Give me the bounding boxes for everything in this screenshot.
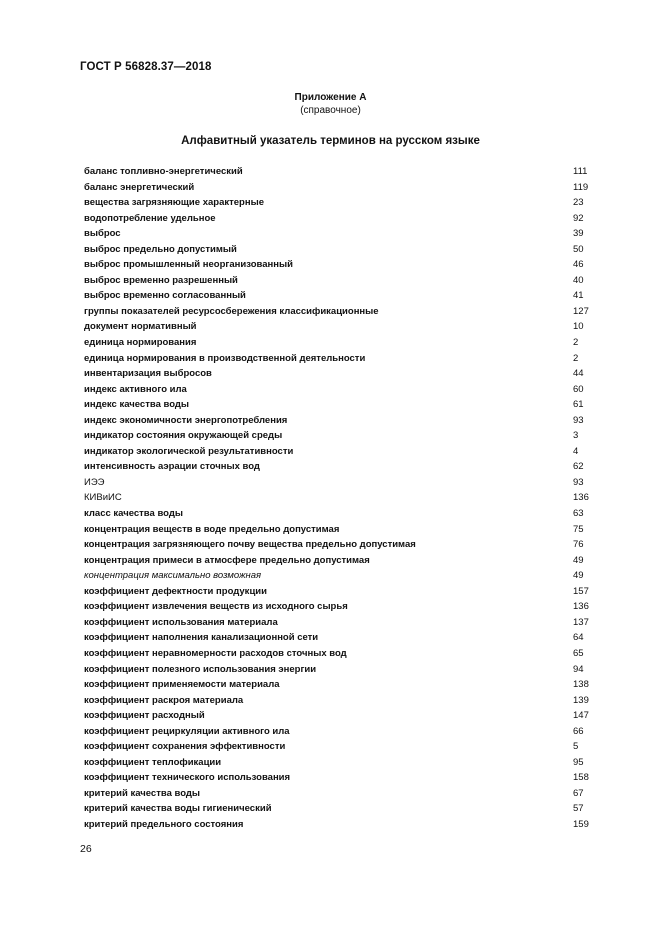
index-entry-number: 158 bbox=[573, 772, 589, 784]
annex-title: Приложение А bbox=[294, 92, 367, 103]
index-entry bbox=[84, 211, 594, 227]
index-entry bbox=[84, 801, 594, 817]
index-entry-term: критерий предельного состояния bbox=[84, 818, 244, 830]
index-entry bbox=[84, 646, 594, 662]
index-entry bbox=[84, 273, 594, 289]
index-entry-term: выброс промышленный неорганизованный bbox=[84, 259, 293, 271]
index-entry-term: коэффициент дефектности продукции bbox=[84, 585, 267, 597]
index-entry bbox=[84, 413, 594, 429]
index-entry-number: 136 bbox=[573, 492, 589, 504]
index-entry bbox=[84, 226, 594, 242]
index-entry bbox=[84, 739, 594, 755]
index-entry-number: 49 bbox=[573, 570, 584, 582]
index-entry-number: 40 bbox=[573, 274, 584, 286]
index-entry bbox=[84, 351, 594, 367]
index-entry-number: 5 bbox=[573, 741, 579, 753]
index-entry-number: 44 bbox=[573, 368, 584, 380]
index-entry-number: 65 bbox=[573, 647, 584, 659]
index-entry-term: критерий качества воды гигиенический bbox=[84, 803, 272, 815]
standard-designation: ГОСТ Р 56828.37—2018 bbox=[80, 61, 212, 73]
index-entry-term: интенсивность аэрации сточных вод bbox=[84, 461, 260, 473]
index-entry-term: коэффициент применяемости материала bbox=[84, 679, 280, 691]
index-entry-number: 4 bbox=[573, 445, 579, 457]
index-entry bbox=[84, 304, 594, 320]
index-entry-number: 139 bbox=[573, 694, 589, 706]
index-entry-term: КИВиИС bbox=[84, 492, 122, 504]
index-entry-term: коэффициент использования материала bbox=[84, 616, 278, 628]
index-entry-number: 94 bbox=[573, 663, 584, 675]
index-entry-term: коэффициент рециркуляции активного ила bbox=[84, 725, 290, 737]
index-entry bbox=[84, 164, 594, 180]
index-entry bbox=[84, 817, 594, 833]
index-entry-number: 57 bbox=[573, 803, 584, 815]
index-entry-number: 46 bbox=[573, 259, 584, 271]
index-entry-term: выброс предельно допустимый bbox=[84, 243, 237, 255]
index-entry bbox=[84, 444, 594, 460]
index-entry-term: водопотребление удельное bbox=[84, 212, 216, 224]
index-entry-number: 23 bbox=[573, 197, 584, 209]
index-entry-term: индекс экономичности энергопотребления bbox=[84, 414, 288, 426]
index-entry-term: коэффициент технического использования bbox=[84, 772, 291, 784]
index-entry-term: ИЭЭ bbox=[84, 476, 105, 488]
index-entry bbox=[84, 584, 594, 600]
index-entry-number: 157 bbox=[573, 585, 589, 597]
index-entry-term: коэффициент наполнения канализационной сети bbox=[84, 632, 319, 644]
index-entry-number: 41 bbox=[573, 290, 584, 302]
index-entry-term: коэффициент полезного использования энергии bbox=[84, 663, 317, 675]
index-entry-number: 61 bbox=[573, 399, 584, 411]
index-entry-term: баланс топливно-энергетический bbox=[84, 166, 243, 177]
index-entry bbox=[84, 180, 594, 196]
index-entry-term: инвентаризация выбросов bbox=[84, 368, 212, 380]
index-entry-number: 93 bbox=[573, 476, 584, 488]
index-entry bbox=[84, 568, 594, 584]
index-entry-number: 127 bbox=[573, 305, 589, 317]
index-entry-number: 159 bbox=[573, 818, 589, 830]
index-entry-term: класс качества воды bbox=[84, 508, 183, 520]
index-entry-number: 147 bbox=[573, 710, 589, 722]
index-entry-number: 111 bbox=[573, 166, 588, 177]
index-entry bbox=[84, 630, 594, 646]
index-entry bbox=[84, 475, 594, 491]
index-entry-term: индикатор состояния окружающей среды bbox=[84, 430, 283, 442]
index-entry-number: 3 bbox=[573, 430, 579, 442]
index-entry bbox=[84, 490, 594, 506]
index-entry-term: коэффициент извлечения веществ из исходного сырья bbox=[84, 601, 348, 613]
index-entry bbox=[84, 615, 594, 631]
index-entry bbox=[84, 755, 594, 771]
index-entry bbox=[84, 382, 594, 398]
index-entry-term: коэффициент теплофикации bbox=[84, 756, 222, 768]
index-entry-number: 92 bbox=[573, 212, 584, 224]
index-entry-term: коэффициент неравномерности расходов сточных вод bbox=[84, 647, 347, 659]
index-entry-term: концентрация максимально возможная bbox=[84, 570, 262, 582]
index-entry-number: 39 bbox=[573, 228, 584, 240]
term-index-list bbox=[84, 164, 594, 833]
index-entry-term: индикатор экологической результативности bbox=[84, 445, 294, 457]
index-entry-number: 2 bbox=[573, 337, 579, 349]
index-entry-number: 138 bbox=[573, 679, 589, 691]
index-entry-term: единица нормирования bbox=[84, 337, 197, 349]
index-entry-number: 64 bbox=[573, 632, 584, 644]
index-entry-term: концентрация веществ в воде предельно допустимая bbox=[84, 523, 340, 535]
index-entry bbox=[84, 786, 594, 802]
index-entry-term: коэффициент расходный bbox=[84, 710, 205, 722]
index-entry bbox=[84, 288, 594, 304]
index-entry-term: документ нормативный bbox=[84, 321, 197, 333]
index-entry-term: коэффициент раскроя материала bbox=[84, 694, 244, 706]
index-entry-term: баланс энергетический bbox=[84, 181, 195, 193]
annex-heading bbox=[0, 91, 661, 117]
index-entry-term: вещества загрязняющие характерные bbox=[84, 197, 264, 209]
index-entry-number: 10 bbox=[573, 321, 584, 333]
index-entry bbox=[84, 677, 594, 693]
index-title: Алфавитный указатель терминов на русском языке bbox=[181, 135, 480, 147]
index-entry-term: выброс временно разрешенный bbox=[84, 274, 238, 286]
index-entry bbox=[84, 397, 594, 413]
index-entry-number: 62 bbox=[573, 461, 584, 473]
index-entry bbox=[84, 319, 594, 335]
index-entry bbox=[84, 724, 594, 740]
index-entry bbox=[84, 366, 594, 382]
index-entry bbox=[84, 708, 594, 724]
index-entry-number: 66 bbox=[573, 725, 584, 737]
index-entry-number: 67 bbox=[573, 787, 584, 799]
index-entry-term: выброс bbox=[84, 228, 121, 240]
index-entry bbox=[84, 428, 594, 444]
page-number: 26 bbox=[80, 843, 92, 855]
index-entry bbox=[84, 770, 594, 786]
index-entry-number: 50 bbox=[573, 243, 584, 255]
index-entry-number: 93 bbox=[573, 414, 584, 426]
index-entry-number: 63 bbox=[573, 508, 584, 520]
index-entry-term: индекс качества воды bbox=[84, 399, 190, 411]
index-entry-term: индекс активного ила bbox=[84, 383, 187, 395]
index-entry bbox=[84, 459, 594, 475]
index-entry bbox=[84, 506, 594, 522]
index-entry bbox=[84, 257, 594, 273]
index-entry bbox=[84, 522, 594, 538]
index-entry-number: 75 bbox=[573, 523, 584, 535]
index-entry-term: концентрация загрязняющего почву вещества предельно допустимая bbox=[84, 539, 416, 551]
index-entry bbox=[84, 693, 594, 709]
index-entry-term: группы показателей ресурсосбережения классификационные bbox=[84, 305, 379, 317]
index-entry bbox=[84, 662, 594, 678]
index-entry-number: 2 bbox=[573, 352, 579, 364]
index-entry-term: выброс временно согласованный bbox=[84, 290, 246, 302]
index-entry-number: 60 bbox=[573, 383, 584, 395]
index-entry bbox=[84, 195, 594, 211]
annex-note: (справочное) bbox=[300, 105, 361, 116]
index-entry-number: 49 bbox=[573, 554, 584, 566]
index-entry-term: концентрация примеси в атмосфере предельно допустимая bbox=[84, 554, 370, 566]
index-entry bbox=[84, 242, 594, 258]
index-entry-term: коэффициент сохранения эффективности bbox=[84, 741, 286, 753]
index-entry-number: 95 bbox=[573, 756, 584, 768]
index-entry-number: 119 bbox=[573, 181, 589, 193]
index-entry bbox=[84, 537, 594, 553]
index-entry bbox=[84, 335, 594, 351]
index-entry-number: 76 bbox=[573, 539, 584, 551]
index-entry bbox=[84, 553, 594, 569]
index-entry-number: 136 bbox=[573, 601, 589, 613]
index-entry-term: критерий качества воды bbox=[84, 787, 201, 799]
index-entry bbox=[84, 599, 594, 615]
index-entry-number: 137 bbox=[573, 616, 589, 628]
index-entry-term: единица нормирования в производственной деятельности bbox=[84, 352, 366, 364]
